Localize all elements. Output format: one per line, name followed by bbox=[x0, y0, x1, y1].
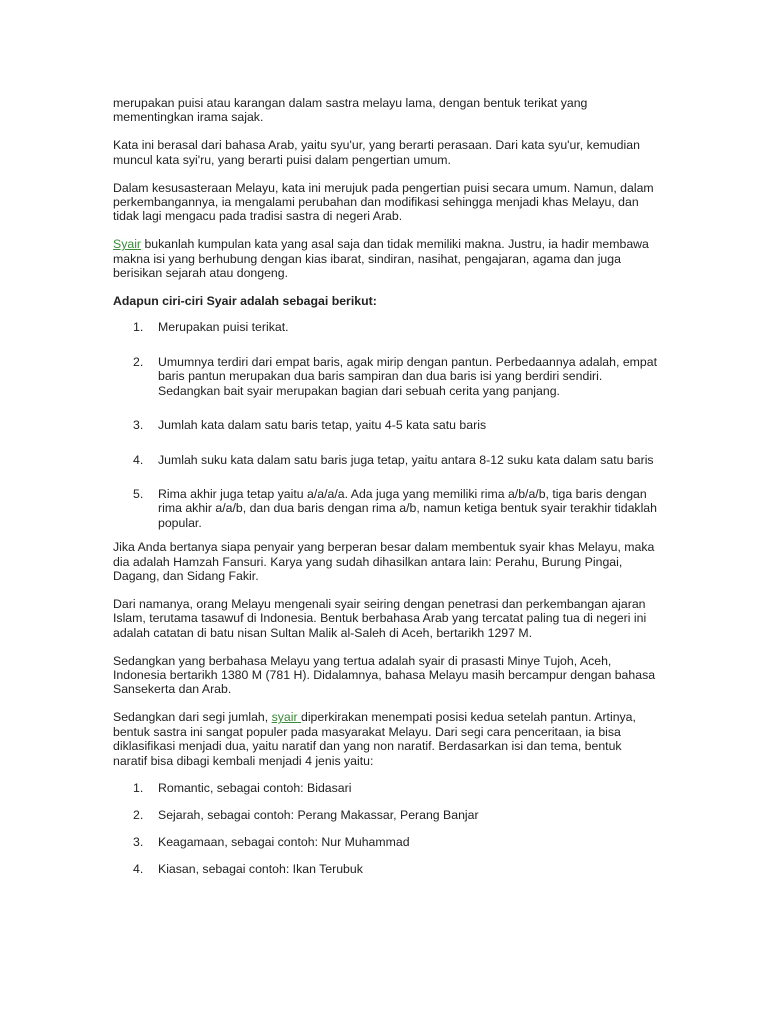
paragraph-classification bbox=[113, 710, 658, 768]
document-page bbox=[113, 96, 658, 889]
paragraph-intro: merupakan puisi atau karangan dalam sastra melayu lama, dengan bentuk terikat yang mementingkan irama sajak. bbox=[113, 96, 588, 125]
paragraph-syair-meaning bbox=[113, 237, 658, 280]
list-item-text: Umumnya terdiri dari empat baris, agak mirip dengan pantun. Perbedaannya adalah, empat baris pantun merupakan dua baris sampiran dan dua baris isi yang berdiri sendiri. Sedangkan bait syair merupakan bagian dari sebuah cerita yang panjang. bbox=[158, 354, 657, 398]
list-number: 4. bbox=[133, 862, 144, 877]
list-item-text: Kiasan, sebagai contoh: Ikan Terubuk bbox=[158, 862, 363, 877]
paragraph-classification-text: diperkirakan menempati posisi kedua setelah pantun. Artinya, bentuk sastra ini sangat populer pada masyarakat Melayu. Dari segi cara penceritaan, ia bisa diklasifikasi menjadi dua, yaitu naratif dan yang non naratif. Berdasarkan isi dan tema, bentuk naratif bisa dibagi kembali menjadi 4 jenis yaitu: bbox=[113, 710, 636, 768]
list-number: 1. bbox=[133, 781, 144, 796]
list-item-text: Merupakan puisi terikat. bbox=[158, 320, 289, 335]
paragraph-oldest-malay: Sedangkan yang berbahasa Melayu yang tertua adalah syair di prasasti Minye Tujoh, Aceh, Indonesia bertarikh 1380 M (781 H). Didalamnya, bahasa Melayu masih bercampur dengan bahasa Sansekerta dan Arab. bbox=[113, 653, 656, 697]
list-item bbox=[113, 418, 658, 432]
list-item bbox=[113, 781, 658, 795]
paragraph-islam-history: Dari namanya, orang Melayu mengenali syair seiring dengan penetrasi dan perkembangan ajaran Islam, terutama tasawuf di Indonesia. Bentuk berbahasa Arab yang tercatat paling tua di negeri ini adalah catatan di batu nisan Sultan Malik al-Saleh di Aceh, bertarikh 1297 M. bbox=[113, 596, 647, 640]
criteria-list bbox=[113, 320, 658, 530]
syair-link-2[interactable]: syair bbox=[271, 710, 301, 725]
list-number: 5. bbox=[133, 486, 144, 501]
syair-link[interactable]: Syair bbox=[113, 237, 142, 252]
list-item bbox=[113, 355, 658, 398]
list-number: 2. bbox=[133, 354, 144, 369]
list-number: 3. bbox=[133, 835, 144, 850]
list-number: 4. bbox=[133, 452, 144, 467]
list-number: 1. bbox=[133, 320, 144, 335]
list-item-text: Sejarah, sebagai contoh: Perang Makassar, Perang Banjar bbox=[158, 808, 479, 823]
list-number: 2. bbox=[133, 808, 144, 823]
paragraph-classification-lead: Sedangkan dari segi jumlah, bbox=[113, 710, 272, 725]
list-item-text: Romantic, sebagai contoh: Bidasari bbox=[158, 781, 352, 796]
list-item bbox=[113, 487, 658, 530]
list-item bbox=[113, 453, 658, 467]
list-item-text: Rima akhir juga tetap yaitu a/a/a/a. Ada juga yang memiliki rima a/b/a/b, tiga baris dengan rima akhir a/a/b, dan dua baris dengan rima a/b, namun ketiga bentuk syair terakhir tidaklah popular. bbox=[158, 486, 657, 530]
list-item-text: Jumlah kata dalam satu baris tetap, yaitu 4-5 kata satu baris bbox=[158, 418, 487, 433]
list-item-text: Keagamaan, sebagai contoh: Nur Muhammad bbox=[158, 835, 410, 850]
list-item bbox=[113, 862, 658, 876]
list-number: 3. bbox=[133, 418, 144, 433]
paragraph-etymology: Kata ini berasal dari bahasa Arab, yaitu syu'ur, yang berarti perasaan. Dari kata syu'ur, kemudian muncul kata syi'ru, yang berarti puisi dalam pengertian umum. bbox=[113, 138, 640, 167]
paragraph-malay-literature: Dalam kesusasteraan Melayu, kata ini merujuk pada pengertian puisi secara umum. Namun, dalam perkembangannya, ia mengalami perubahan dan modifikasi sehingga menjadi khas Melayu, dan tidak lagi mengacu pada tradisi sastra di negeri Arab. bbox=[113, 180, 654, 224]
types-list bbox=[113, 781, 658, 876]
list-item bbox=[113, 835, 658, 849]
list-item bbox=[113, 808, 658, 822]
paragraph-hamzah-fansuri: Jika Anda bertanya siapa penyair yang berperan besar dalam membentuk syair khas Melayu, maka dia adalah Hamzah Fansuri. Karya yang sudah dihasilkan antara lain: Perahu, Burung Pingai, Dagang, dan Sidang Fakir. bbox=[113, 540, 655, 583]
list-item-text: Jumlah suku kata dalam satu baris juga tetap, yaitu antara 8-12 suku kata dalam satu baris bbox=[158, 452, 654, 467]
paragraph-syair-meaning-text: bukanlah kumpulan kata yang asal saja dan tidak memiliki makna. Justru, ia hadir membawa makna isi yang berhubung dengan kias ibarat, sindiran, nasihat, pengajaran, agama dan juga berisikan sejarah atau dongeng. bbox=[113, 237, 649, 281]
criteria-heading: Adapun ciri-ciri Syair adalah sebagai berikut: bbox=[113, 294, 377, 309]
list-item bbox=[113, 320, 658, 334]
